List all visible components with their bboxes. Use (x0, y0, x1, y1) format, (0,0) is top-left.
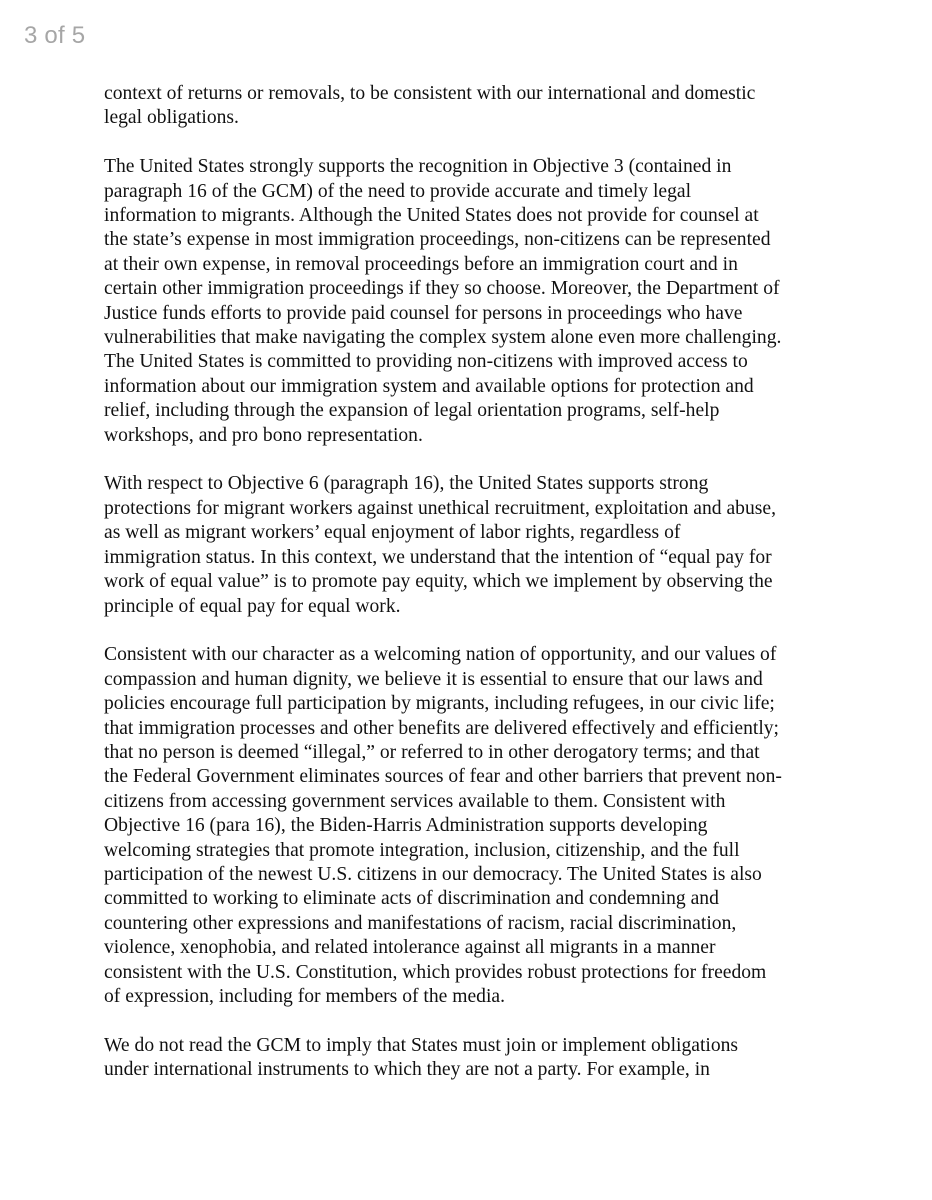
text-line: workshops, and pro bono representation. (104, 424, 423, 446)
paragraph-returns-removals (104, 82, 864, 131)
text-line: that immigration processes and other benefits are delivered effectively and efficiently; (104, 717, 779, 739)
paragraph-objective-6 (104, 472, 864, 618)
text-line: principle of equal pay for equal work. (104, 595, 401, 617)
text-line: The United States strongly supports the recognition in Objective 3 (contained in (104, 156, 732, 178)
text-line: participation of the newest U.S. citizens in our democracy. The United States is also (104, 863, 762, 885)
text-line: context of returns or removals, to be consistent with our international and domestic (104, 83, 756, 104)
text-line: paragraph 16 of the GCM) of the need to provide accurate and timely legal (104, 180, 692, 202)
text-line: policies encourage full participation by migrants, including refugees, in our civic life; (104, 693, 775, 715)
text-line: protections for migrant workers against unethical recruitment, exploitation and abuse, (104, 497, 776, 519)
text-line: We do not read the GCM to imply that States must join or implement obligations (104, 1034, 739, 1056)
text-line: vulnerabilities that make navigating the complex system alone even more challenging. (104, 327, 782, 349)
text-line: work of equal value” is to promote pay equity, which we implement by observing the (104, 571, 773, 593)
text-line: of expression, including for members of the media. (104, 985, 506, 1007)
text-line: citizens from accessing government services available to them. Consistent with (104, 790, 726, 812)
paragraph-international-instruments (104, 1034, 864, 1083)
text-line: that no person is deemed “illegal,” or referred to in other derogatory terms; and that (104, 741, 760, 763)
text-line: Justice funds efforts to provide paid counsel for persons in proceedings who have (104, 302, 743, 324)
text-line: immigration status. In this context, we understand that the intention of “equal pay for (104, 546, 772, 568)
paragraph-objective-16 (104, 643, 864, 1009)
text-line: Objective 16 (para 16), the Biden-Harris Administration supports developing (104, 815, 708, 837)
text-line: countering other expressions and manifestations of racism, racial discrimination, (104, 912, 737, 934)
text-line: certain other immigration proceedings if they so choose. Moreover, the Department of (104, 278, 780, 300)
text-line: information about our immigration system and available options for protection and (104, 375, 754, 397)
text-line: With respect to Objective 6 (paragraph 16), the United States supports strong (104, 473, 709, 495)
text-line: The United States is committed to providing non-citizens with improved access to (104, 351, 748, 373)
text-line: consistent with the U.S. Constitution, which provides robust protections for freedom (104, 961, 767, 983)
text-line: the state’s expense in most immigration proceedings, non-citizens can be represented (104, 229, 771, 251)
text-line: under international instruments to which they are not a party. For example, in (104, 1059, 710, 1081)
paragraph-objective-3 (104, 155, 864, 448)
text-line: information to migrants. Although the United States does not provide for counsel at (104, 205, 759, 227)
text-line: compassion and human dignity, we believe it is essential to ensure that our laws and (104, 668, 763, 690)
page-indicator: 3 of 5 (24, 22, 86, 49)
text-line: at their own expense, in removal proceedings before an immigration court and in (104, 253, 738, 275)
text-line: as well as migrant workers’ equal enjoyment of labor rights, regardless of (104, 522, 681, 544)
text-line: welcoming strategies that promote integration, inclusion, citizenship, and the full (104, 839, 740, 861)
document-body (104, 82, 864, 1107)
text-line: committed to working to eliminate acts of discrimination and condemning and (104, 888, 719, 910)
text-line: the Federal Government eliminates sources of fear and other barriers that prevent non- (104, 766, 782, 788)
text-line: legal obligations. (104, 107, 239, 129)
text-line: violence, xenophobia, and related intolerance against all migrants in a manner (104, 937, 716, 959)
text-line: Consistent with our character as a welcoming nation of opportunity, and our values of (104, 644, 777, 666)
text-line: relief, including through the expansion of legal orientation programs, self-help (104, 400, 720, 422)
